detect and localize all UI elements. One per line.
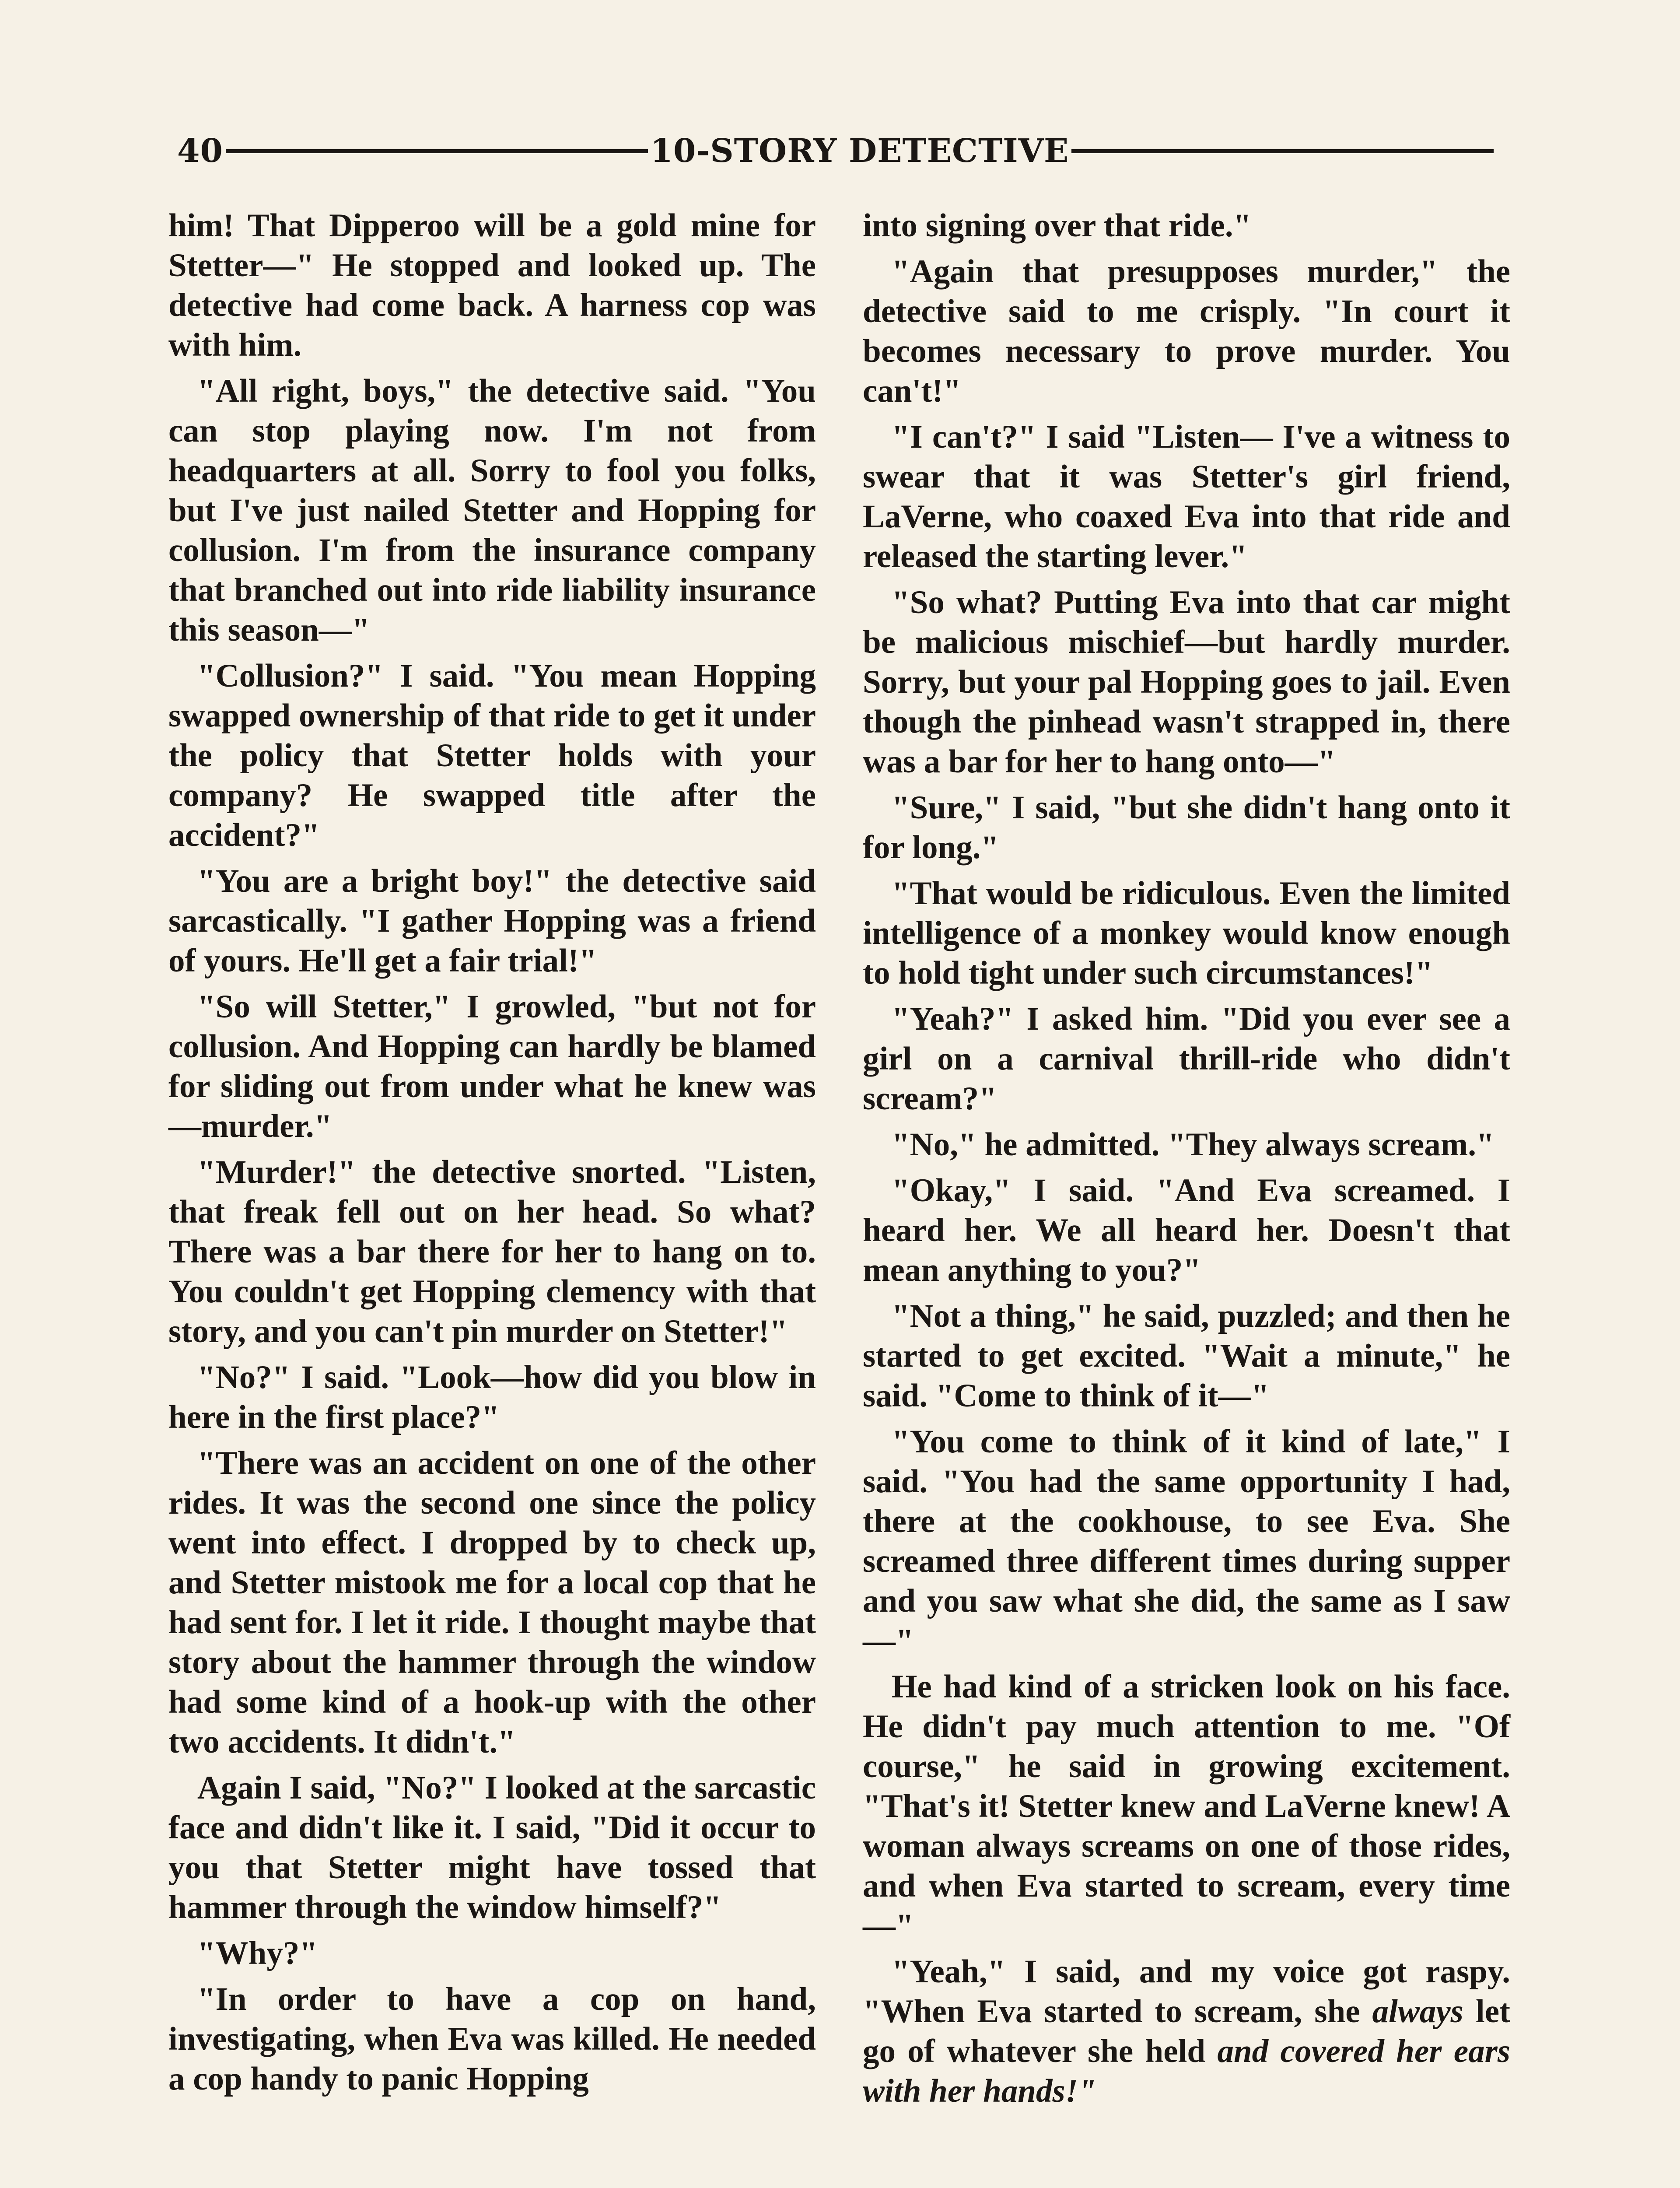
paragraph: "Why?" <box>197 1935 318 1971</box>
paragraph: "So what? Putting Eva into that car might be malicious mischief—but hardly murder. Sorry, but your pal Hopping goes to jail. Even though the pinhead wasn't strapped in, there was a bar for her to hang onto—" <box>863 584 1510 780</box>
paragraph: Again I said, "No?" I looked at the sarcastic face and didn't like it. I said, "Did it occur to you that Stetter might have tossed that hammer through the window himself?" <box>168 1770 816 1925</box>
paragraph: "Okay," I said. "And Eva screamed. I heard her. We all heard her. Doesn't that mean anything to you?" <box>863 1172 1510 1288</box>
paragraph: "No?" I said. "Look—how did you blow in here in the first place?" <box>168 1359 816 1435</box>
paragraph: "You come to think of it kind of late," I said. "You had the same opportunity I had, there at the cookhouse, to see Eva. She screamed three different times during supper and you saw what she did, the same as I saw—" <box>863 1424 1510 1659</box>
final-paragraph <box>863 1952 1510 2111</box>
magazine-title: 10-STORY DETECTIVE <box>650 132 1069 170</box>
paragraph: "I can't?" I said "Listen— I've a witness to swear that it was Stetter's girl friend, LaVerne, who coaxed Eva into that ride and released the starting lever." <box>863 419 1510 575</box>
paragraph: "Not a thing," he said, puzzled; and then he started to get excited. "Wait a minute," he said. "Come to think of it—" <box>863 1298 1510 1414</box>
text-run: let go of whatever she held <box>863 1993 1510 2069</box>
paragraph: He had kind of a stricken look on his face. He didn't pay much attention to me. "Of course," he said in growing excitement. "That's it! Stetter knew and LaVerne knew! A woman always screams on one of those rides, and when Eva started to scream, every time—" <box>863 1669 1510 1944</box>
paragraph: "All right, boys," the detective said. "You can stop playing now. I'm not from headquarters at all. Sorry to fool you folks, but I've just nailed Stetter and Hopping for collusion. I'm from the insurance company that branched out into ride liability insurance this season—" <box>168 373 816 648</box>
left-column <box>168 206 816 2105</box>
paragraph: "Yeah?" I asked him. "Did you ever see a girl on a carnival thrill-ride who didn't scream?" <box>863 1001 1510 1117</box>
paragraph: him! That Dipperoo will be a gold mine for Stetter—" He stopped and looked up. The detective had come back. A harness cop was with him. <box>168 207 816 363</box>
page-number: 40 <box>177 132 223 170</box>
paragraph: "No," he admitted. "They always scream." <box>892 1126 1494 1163</box>
paragraph: "Again that presupposes murder," the detective said to me crisply. "In court it becomes necessary to prove murder. You can't!" <box>863 253 1510 409</box>
text-run: "Yeah," I said, and my voice got raspy. "When Eva started to scream, she <box>863 1953 1510 2030</box>
paragraph: "Sure," I said, "but she didn't hang onto it for long." <box>863 789 1510 866</box>
paragraph: "In order to have a cop on hand, investigating, when Eva was killed. He needed a cop handy to panic Hopping <box>168 1981 816 2097</box>
emphasis-text: always <box>1372 1993 1463 2030</box>
emphasis-text: and covered her ears with her hands!" <box>863 2033 1511 2109</box>
header-rule-right <box>1071 149 1494 153</box>
paragraph: "You are a bright boy!" the detective said sarcastically. "I gather Hopping was a friend of yours. He'll get a fair trial!" <box>168 863 816 979</box>
paragraph: "Collusion?" I said. "You mean Hopping swapped ownership of that ride to get it under the policy that Stetter holds with your company? He swapped title after the accident?" <box>168 658 816 853</box>
running-header <box>177 127 1496 175</box>
header-rule-left <box>226 149 648 153</box>
paragraph: "That would be ridiculous. Even the limited intelligence of a monkey would know enough to hold tight under such circumstances!" <box>863 875 1510 991</box>
paragraph: "Murder!" the detective snorted. "Listen, that freak fell out on her head. So what? There was a bar there for her to hang on to. You couldn't get Hopping clemency with that story, and you can't pin murder on Stetter!" <box>168 1154 816 1350</box>
paragraph: into signing over that ride." <box>863 207 1252 244</box>
paragraph: "So will Stetter," I growled, "but not for collusion. And Hopping can hardly be blamed for sliding out from under what he knew was—murder." <box>168 989 816 1144</box>
paragraph: "There was an accident on one of the other rides. It was the second one since the policy went into effect. I dropped by to check up, and Stetter mistook me for a local cop that he had sent for. I let it ride. I thought maybe that story about the hammer through the window had some kind of a hook-up with the other two accidents. It didn't." <box>168 1445 816 1760</box>
right-column <box>863 206 1510 2117</box>
